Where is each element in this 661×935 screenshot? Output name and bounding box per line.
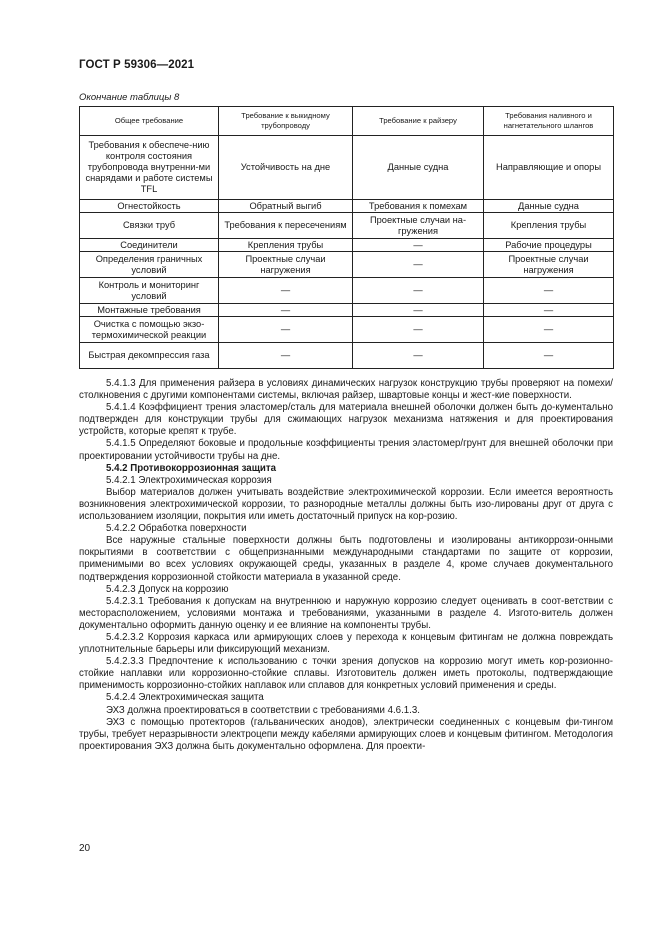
requirements-table <box>79 106 614 369</box>
table-cell: Проектные случаи на-гружения <box>353 213 484 239</box>
table-row <box>80 278 614 304</box>
subsection-heading: 5.4.2.4 Электрохимическая защита <box>106 692 264 704</box>
table-cell: Определения граничных условий <box>80 252 219 278</box>
table-row <box>80 239 614 252</box>
table-cell: Огнестойкость <box>80 200 219 213</box>
paragraph: 5.4.1.5 Определяют боковые и продольные коэффициенты трения эластомер/грунт для внешней оболочки при проектировании устойчивости трубы на дне. <box>79 438 613 462</box>
table-cell: — <box>484 317 614 343</box>
paragraph: Все наружные стальные поверхности должны быть подготовлены и изолированы антикоррози-онными покрытиями в соответствии с общепризнанными международными стандартами по защите от коррозии, применимыми во всех условиях окружающей среды, указанных в разделе 4, кроме случаев документального подтверждения коррозионной стойкости материала в указанной среде. <box>79 535 613 583</box>
table-cell: — <box>484 304 614 317</box>
paragraph: ЭХЗ должна проектироваться в соответствии с требованиями 4.6.1.3. <box>106 704 420 716</box>
subsection-heading: 5.4.2.1 Электрохимическая коррозия <box>106 474 272 486</box>
table-cell: — <box>219 278 353 304</box>
table-cell: Контроль и мониторинг условий <box>80 278 219 304</box>
paragraph: ЭХЗ с помощью протекторов (гальванических анодов), электрически соединенных с концевым фи-тингом трубы, требует неразрывности электроцепи между кабелями армирующих слоев и концевым фитингом. Методология проектирования ЭХЗ должна быть документально оформлена. Для проекти- <box>79 716 613 752</box>
subsection-heading: 5.4.2.2 Обработка поверхности <box>106 523 247 535</box>
table-cell: Требования к пересечениям <box>219 213 353 239</box>
table-cell: Обратный выгиб <box>219 200 353 213</box>
table-cell: Крепления трубы <box>219 239 353 252</box>
table-cell: Монтажные требования <box>80 304 219 317</box>
table-cell: — <box>353 304 484 317</box>
table-cell: Данные судна <box>353 136 484 200</box>
table-caption: Окончание таблицы 8 <box>79 92 180 103</box>
subsection-heading: 5.4.2.3 Допуск на коррозию <box>106 583 229 595</box>
table-cell: Требования к обеспече-нию контроля состояния трубопровода внутренни-ми снарядами и работе системы TFL <box>80 136 219 200</box>
table-row <box>80 343 614 369</box>
table-cell: Устойчивость на дне <box>219 136 353 200</box>
table-row <box>80 213 614 239</box>
table-cell: Рабочие процедуры <box>484 239 614 252</box>
column-header: Требование к выкидному трубопроводу <box>219 107 353 136</box>
table-cell: — <box>219 304 353 317</box>
table-cell: Проектные случаи нагружения <box>484 252 614 278</box>
table-cell: — <box>484 343 614 369</box>
section-heading: 5.4.2 Противокоррозионная защита <box>106 462 276 474</box>
table-row <box>80 200 614 213</box>
paragraph: 5.4.2.3.1 Требования к допускам на внутреннюю и наружную коррозию следует оценивать в соот-ветствии с месторасположением, условиями монтажа и требованиями, указанными в разделе 4. Изгото-витель должен документально оформить данную оценку и ее влияние на компоненты трубы. <box>79 595 613 631</box>
table-cell: — <box>219 317 353 343</box>
table-cell: Очистка с помощью экзо-термохимической реакции <box>80 317 219 343</box>
table-cell: — <box>219 343 353 369</box>
table-cell: Проектные случаи нагружения <box>219 252 353 278</box>
table-header-row <box>80 107 614 136</box>
table-row <box>80 136 614 200</box>
table-row <box>80 304 614 317</box>
table-cell: — <box>353 252 484 278</box>
table-cell: — <box>353 239 484 252</box>
table-cell: Крепления трубы <box>484 213 614 239</box>
body-text <box>79 378 613 753</box>
column-header: Требование к райзеру <box>353 107 484 136</box>
table-cell: Быстрая декомпрессия газа <box>80 343 219 369</box>
column-header: Требования наливного и нагнетательного шлангов <box>484 107 614 136</box>
table-row <box>80 317 614 343</box>
page-number: 20 <box>79 843 91 854</box>
document-header: ГОСТ Р 59306—2021 <box>79 59 195 71</box>
paragraph: Выбор материалов должен учитывать воздействие электрохимической коррозии. Если имеется вероятность возникновения электрохимической коррозии, то разнородные металлы должны быть изо-лированы друг от друга с использованием изоляции, покрытия или иметь достаточный припуск на кор-розию. <box>79 486 613 523</box>
paragraph: 5.4.1.4 Коэффициент трения эластомер/сталь для материала внешней оболочки должен быть до-кументально подтвержден для конструкции трубы для сжимающих нагрузок механизма натяжения и для проектирования устройств, которые крепят к трубе. <box>79 402 613 438</box>
paragraph: 5.4.2.3.2 Коррозия каркаса или армирующих слоев у перехода к концевым фитингам не должна повреждать уплотнительные барьеры или фиксирующий механизм. <box>79 631 613 656</box>
table-cell: Направляющие и опоры <box>484 136 614 200</box>
column-header: Общее требование <box>80 107 219 136</box>
table-cell: — <box>484 278 614 304</box>
paragraph: 5.4.2.3.3 Предпочтение к использованию с точки зрения допусков на коррозию могут иметь кор-розионно-стойкие наплавки или коррозионно-стойкие сплавы. Изготовитель должен иметь протоколы, подтверждающие применимость коррозионно-стойких наплавок или сплавов для конкретных условий применения и среды. <box>79 656 613 692</box>
table-cell: Соединители <box>80 239 219 252</box>
table-cell: Данные судна <box>484 200 614 213</box>
table-cell: Требования к помехам <box>353 200 484 213</box>
table-row <box>80 252 614 278</box>
paragraph: 5.4.1.3 Для применения райзера в условиях динамических нагрузок конструкцию трубы проверяют на помехи/столкновения с другими компонентами системы, включая райзер, швартовые концы и жест-кие поверхности. <box>79 378 613 402</box>
table-cell: — <box>353 343 484 369</box>
table-cell: — <box>353 317 484 343</box>
table-cell: Связки труб <box>80 213 219 239</box>
table-cell: — <box>353 278 484 304</box>
